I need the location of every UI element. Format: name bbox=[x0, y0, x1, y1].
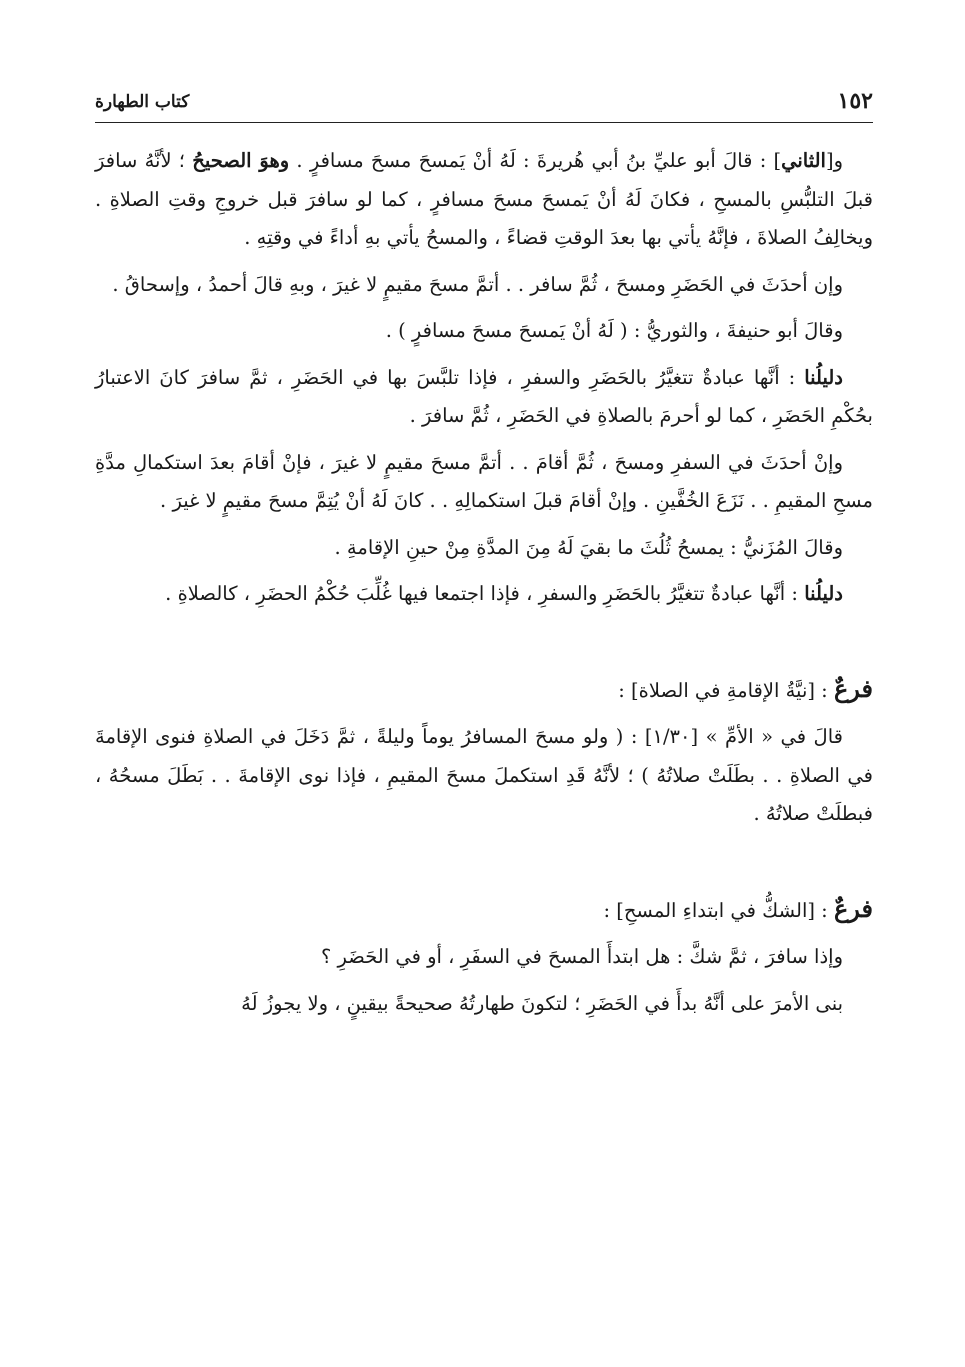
paragraph-1-text-b: ؛ لأنَّهُ سافرَ قبلَ التلبُّسِ بالمسحِ ، فكانَ لَهُ أنْ يَمسحَ مسحَ مسافرٍ ، كما لو سافرَ قبل خروجِ وقتِ الصلاةِ . ويخالِفُ الصلاةَ ، فإنَّهُ يأتي بها بعدَ الوقتِ قضاءً ، والمسحُ يأتي بهِ أداءً في وقتِهِ . bbox=[95, 149, 873, 249]
paragraph-1-text-a: ] : قالَ أبو عليِّ بنُ أبي هُريرةَ : لَهُ أنْ يَمسحَ مسحَ مسافرٍ . bbox=[296, 149, 782, 172]
evidence-label: دليلُنا bbox=[804, 365, 843, 389]
paragraph-3: وقالَ أبو حنيفةَ ، والثوريُّ : ( لَهُ أنْ يَمسحَ مسحَ مسافرٍ ) . bbox=[385, 319, 843, 342]
paragraph-1 bbox=[95, 142, 873, 258]
page-number: ١٥٢ bbox=[837, 88, 873, 114]
page-body bbox=[95, 142, 873, 1031]
section-heading-text: : [نيَّةُ الإقامةِ في الصلاة] : bbox=[618, 678, 828, 702]
paragraph-6: وقالَ المُزَنيُّ : يمسحُ ثُلُثَ ما بقيَ لَهُ مِنَ المدَّةِ مِنْ حينِ الإقامةِ . bbox=[334, 535, 843, 559]
paragraph-5: وإنْ أحدَثَ في السفرِ ومسحَ ، ثُمَّ أقامَ . . أتمَّ مسحَ مقيمٍ لا غيرَ ، فإنْ أقامَ بعدَ استكمالِ مدَّةِ مسحِ المقيمِ . . نَزَعَ الخُفَّينِ . وإنْ أقامَ قبلَ استكمالِهِ . . كانَ لَهُ أنْ يُتِمَّ مسحَ مقيمٍ لا غيرَ . bbox=[95, 450, 873, 512]
paragraph-7-text: : أنَّها عبادةٌ تتغيَّرُ بالحَضَرِ والسفرِ ، فإذا اجتمعا فيها غُلِّبَ حُكْمُ الحضَرِ ، كالصلاةِ . bbox=[165, 582, 798, 605]
paragraph-2: وإن أحدَثَ في الحَضَرِ ومسحَ ، ثُمَّ سافر . . أتمَّ مسحَ مقيمٍ لا غيرَ ، وبهِ قالَ أحمدُ ، وإسحاقُ . bbox=[112, 272, 843, 296]
paragraph-1-bold-ruling: وهوَ الصحيحُ bbox=[192, 149, 290, 172]
section-heading-label: فرعٌ bbox=[833, 893, 873, 923]
paragraph-9: وإذا سافرَ ، ثمَّ شكَّ : هل ابتدأَ المسحَ في السفَرِ ، أو في الحَضَرِ ؟ bbox=[321, 945, 843, 968]
paragraph-8: قالَ في « الأمِّ » [١/٣٠] : ( ولو مسحَ المسافرُ يوماً وليلةً ، ثمَّ دَخَلَ في الصلاةِ فنوى الإقامةَ في الصلاةِ . . بطَلَتْ صلاتُهُ ) ؛ لأنَّهُ قَدِ استكملَ مسحَ المقيمِ ، فإذا نوى الإقامةَ . . بَطَلَ مسحُهُ ، فبطلَتْ صلاتُهُ . bbox=[95, 725, 873, 825]
evidence-label: دليلُنا bbox=[804, 582, 843, 605]
section-heading-text: : [الشكُّ في ابتداءِ المسحِ] : bbox=[603, 898, 828, 922]
paragraph-1-bold-ordinal: الثاني bbox=[781, 149, 826, 172]
section-heading-1 bbox=[95, 670, 873, 711]
section-heading-2 bbox=[95, 890, 873, 931]
running-title: كتاب الطهارة bbox=[95, 92, 190, 112]
paragraph-4 bbox=[95, 359, 873, 436]
paragraph-7 bbox=[95, 575, 873, 614]
paragraph-10: بنى الأمرَ على أنَّهُ بدأَ في الحَضَرِ ؛ لتكونَ طهارتُهُ صحيحةً بيقينٍ ، ولا يجوزُ لَهُ bbox=[241, 991, 843, 1015]
page-header bbox=[95, 82, 873, 123]
paragraph-1-prefix: و[ bbox=[825, 149, 843, 172]
paragraph-4-text: : أنَّها عبادةٌ تتغيَّرُ بالحَضَرِ والسفرِ ، فإذا تلبَّسَ بها في الحَضَرِ ، ثمَّ سافرَ كانَ الاعتبارُ بحُكْمِ الحَضَرِ ، كما لو أحرمَ بالصلاةِ في الحَضَرِ ، ثُمَّ سافرَ . bbox=[95, 365, 873, 427]
section-heading-label: فرعٌ bbox=[833, 673, 873, 703]
